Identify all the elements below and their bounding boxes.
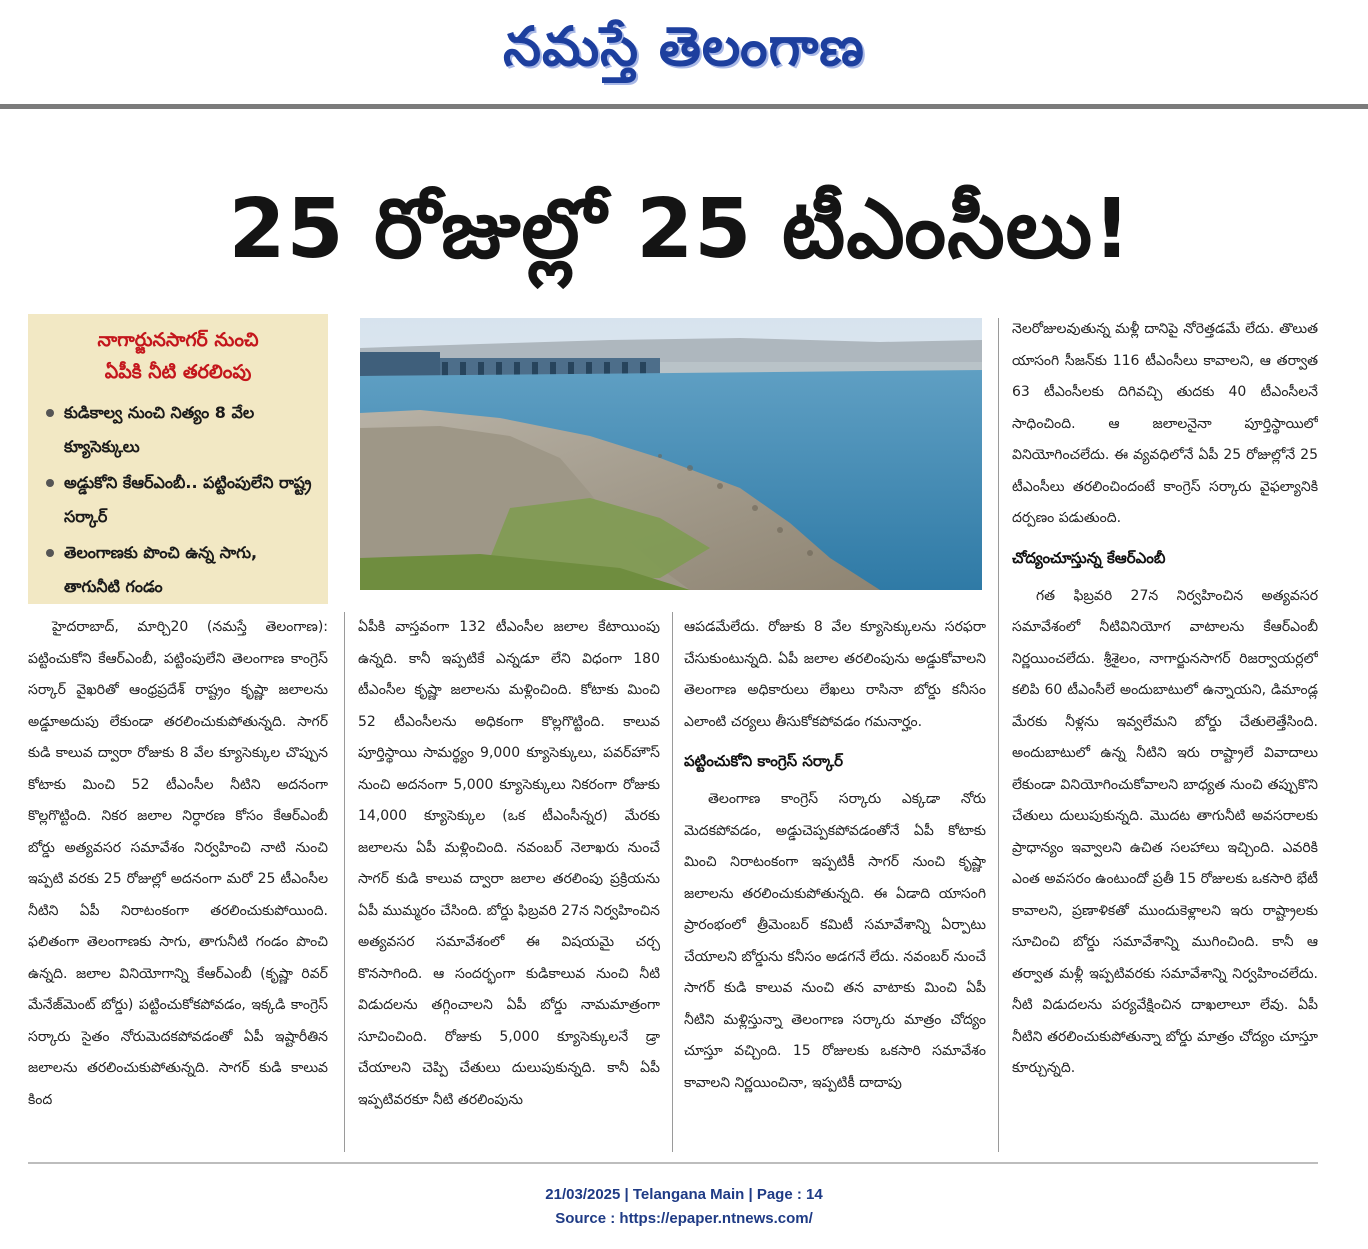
- source-link[interactable]: Source : https://epaper.ntnews.com/: [555, 1210, 813, 1227]
- bullet-icon: [46, 549, 54, 557]
- subheading: చోద్యంచూస్తున్న కేఆర్‌ఎంబీ: [1012, 548, 1166, 567]
- reservoir-illustration: [360, 318, 982, 590]
- article-paragraph: తెలంగాణ కాంగ్రెస్ సర్కారు ఎక్కడా నోరు మెదకపోవడం, అడ్డుచెప్పకపోవడంతోనే ఏపీ కోటాకు మించి నిరాటంకంగా ఇప్పటికీ సాగర్ నుంచి కృష్ణా జలాలను తరలించుకుపోతున్నది. ఈ ఏడాది యాసంగి ప్రారంభంలో త్రీమెంబర్ కమిటీ సమావేశాన్ని ఏర్పాటు చేయాలని బోర్డును కనీసం అడగనే లేదు. నవంబర్ నుంచే సాగర్ కుడి కాలువ నుంచి తన వాటాకు మించి ఏపీ నీటిని మళ్లిస్తున్నా తెలంగాణ సర్కారు మాత్రం చోద్యం చూస్తూ వచ్చింది. 15 రోజులకు ఒకసారి సమావేశం కావాలని నిర్ణయించినా, ఇప్పటికీ దాదాపు: [684, 791, 986, 1091]
- highlights-heading-line-2: ఏపీకి నీటి తరలింపు: [104, 361, 252, 383]
- highlight-item: [42, 466, 314, 534]
- highlight-text: తెలంగాణకు పొంచి ఉన్న సాగు, తాగునీటి గండం: [64, 543, 258, 596]
- highlight-text: కుడికాల్వ నుంచి నిత్యం 8 వేల క్యూసెక్కులు: [64, 403, 255, 456]
- column-divider: [998, 318, 999, 1152]
- highlights-heading: [42, 324, 314, 388]
- highlight-text: అడ్డుకోని కేఆర్‌ఎంబీ.. పట్టింపులేని రాష్ట్ర సర్కార్: [64, 473, 312, 526]
- bullet-icon: [46, 479, 54, 487]
- article-paragraph: ఏపీకి వాస్తవంగా 132 టీఎంసీల జలాల కేటాయింపు ఉన్నది. కానీ ఇప్పటికే ఎన్నడూ లేని విధంగా 180 టీఎంసీల కృష్ణా జలాలను మళ్లించింది. కోటాకు మించి 52 టీఎంసీలను అధికంగా కొల్లగొట్టింది. కాలువ పూర్తిస్థాయి సామర్థ్యం 9,000 క్యూసెక్కులు, పవర్‌హౌస్ నుంచి అదనంగా 5,000 క్యూసెక్కులు నికరంగా రోజుకు 14,000 క్యూసెక్కుల (ఒక టీఎంసీన్నర) మేరకు జలాలను ఏపీ మళ్లించింది. నవంబర్ నెలాఖరు నుంచే సాగర్ కుడి కాలువ ద్వారా జలాల తరలింపు ప్రక్రియను ఏపీ ముమ్మరం చేసింది. బోర్డు ఫిబ్రవరి 27న నిర్వహించిన అత్యవసర సమావేశంలో ఈ విషయమై చర్చ కొనసాగింది. ఆ సందర్భంగా కుడికాలువ నుంచి నీటి విడుదలను తగ్గించాలని ఏపీ బోర్డు నామమాత్రంగా సూచించింది. రోజుకు 5,000 క్యూసెక్కులనే డ్రా చేయాలని చెప్పి చేతులు దులుపుకున్నది. కానీ ఏపీ ఇప్పటివరకూ నీటి తరలింపును: [358, 619, 660, 1108]
- highlights-box: [28, 314, 328, 604]
- article-column-1: [28, 612, 328, 1152]
- headline: 25 రోజుల్లో 25 టీఎంసీలు!: [228, 182, 1132, 277]
- masthead-divider: [0, 104, 1368, 109]
- article-column-3: [684, 612, 986, 1152]
- highlight-item: [42, 536, 314, 604]
- article-paragraph: హైదరాబాద్, మార్చి20 (నమస్తే తెలంగాణ): పట్టించుకోని కేఆర్‌ఎంబీ, పట్టింపులేని తెలంగాణ కాంగ్రెస్ సర్కార్ వైఖరితో ఆంధ్రప్రదేశ్ రాష్ట్రం కృష్ణా జలాలను అడ్డూఅదుపు లేకుండా తరలించుకుపోతున్నది. సాగర్ కుడి కాలువ ద్వారా రోజుకు 8 వేల క్యూసెక్కుల చొప్పున కోటాకు మించి 52 టీఎంసీల నీటిని అదనంగా కొల్లగొట్టింది. నికర జలాల నిర్ధారణ కోసం కేఆర్‌ఎంబీ బోర్డు అత్యవసర సమావేశం నిర్వహించి నాటి నుంచి ఇప్పటి వరకు 25 రోజుల్లో అదనంగా మరో 25 టీఎంసీల నీటిని ఏపీ నిరాటంకంగా తరలించుకుపోయింది. ఫలితంగా తెలంగాణకు సాగు, తాగునీటి గండం పొంచి ఉన్నది. జలాల వినియోగాన్ని కేఆర్‌ఎంబీ (కృష్ణా రివర్ మేనేజ్‌మెంట్ బోర్డు) పట్టించుకోకపోవడం, ఇక్కడి కాంగ్రెస్ సర్కారు సైతం నోరుమెదకపోవడంతో ఏపీ ఇష్టారీతిన జలాలను తరలించుకుపోతున్నది. సాగర్ కుడి కాలువ కింద: [28, 619, 328, 1108]
- newspaper-logo: నమస్తే తెలంగాణ: [503, 14, 865, 78]
- column-divider: [344, 612, 345, 1152]
- highlights-list: [42, 396, 314, 604]
- column-divider: [672, 612, 673, 1152]
- article-paragraph: గత ఫిబ్రవరి 27న నిర్వహించిన అత్యవసర సమావేశంలో నీటివినియోగ వాటాలను కేఆర్‌ఎంబీ నిర్ణయించలేదు. శ్రీశైలం, నాగార్జునసాగర్ రిజర్వాయర్లలో కలిపి 60 టీఎంసీలే అందుబాటులో ఉన్నాయని, డిమాండ్ల మేరకు నీళ్లను ఇవ్వలేమని బోర్డు చేతులెత్తేసింది. అందుబాటులో ఉన్న నీటిని ఇరు రాష్ట్రాలే వివాదాలు లేకుండా వినియోగించుకోవాలని బాధ్యత నుంచి తప్పుకొని చేతులు దులుపుకున్నది. మొదట తాగునీటి అవసరాలకు ప్రాధాన్యం ఇవ్వాలని ఉచిత సలహాలు ఇచ్చింది. ఎవరికి ఎంత అవసరం ఉంటుందో ప్రతీ 15 రోజులకు ఒకసారి భేటీ కావాలని, ప్రణాళికతో ముందుకెళ్లాలని ఇరు రాష్ట్రాలకు సూచించి బోర్డు సమావేశాన్ని ముగించింది. కానీ ఆ తర్వాత మళ్లీ ఇప్పటివరకు సమావేశాన్ని నిర్వహించలేదు. నీటి విడుదలను పర్యవేక్షించిన దాఖలాలూ లేవు. ఏపీ నీటిని తరలించుకుపోతున్నా బోర్డు మాత్రం చోద్యం చూస్తూ కూర్చున్నది.: [1012, 587, 1318, 1076]
- edition-info: 21/03/2025 | Telangana Main | Page : 14: [545, 1186, 823, 1203]
- article-paragraph: నెలరోజులవుతున్న మళ్లీ దానిపై నోరెత్తడమే లేదు. తొలుత యాసంగి సీజన్‌కు 116 టీఎంసీలు కావాలని, ఆ తర్వాత 63 టీఎంసీలకు దిగివచ్చి తుదకు 40 టీఎంసీలనే సాధించింది. ఆ జలాలనైనా పూర్తిస్థాయిలో వినియోగించలేదు. ఈ వ్యవధిలోనే ఏపీ 25 రోజుల్లోనే 25 టీఎంసీలు తరలించిందంటే కాంగ్రెస్ సర్కారు వైఫల్యానికి దర్పణం పడుతుంది.: [1012, 321, 1318, 526]
- highlight-item: [42, 396, 314, 464]
- masthead: [0, 0, 1368, 100]
- footer-divider: [28, 1162, 1318, 1164]
- subheading: పట్టించుకోని కాంగ్రెస్ సర్కార్: [684, 752, 843, 770]
- article-column-4: [1012, 314, 1318, 1152]
- highlights-heading-line-1: నాగార్జునసాగర్ నుంచి: [97, 329, 259, 351]
- bullet-icon: [46, 409, 54, 417]
- reservoir-photo: [360, 318, 982, 590]
- article-paragraph: ఆపడమేలేదు. రోజుకు 8 వేల క్యూసెక్కులను సరఫరా చేసుకుంటున్నది. ఏపీ జలాల తరలింపును అడ్డుకోవాలని తెలంగాణ అధికారులు లేఖలు రాసినా బోర్డు కనీసం ఎలాంటి చర్యలు తీసుకోకపోవడం గమనార్హం.: [684, 619, 986, 730]
- article-column-2: [358, 612, 660, 1152]
